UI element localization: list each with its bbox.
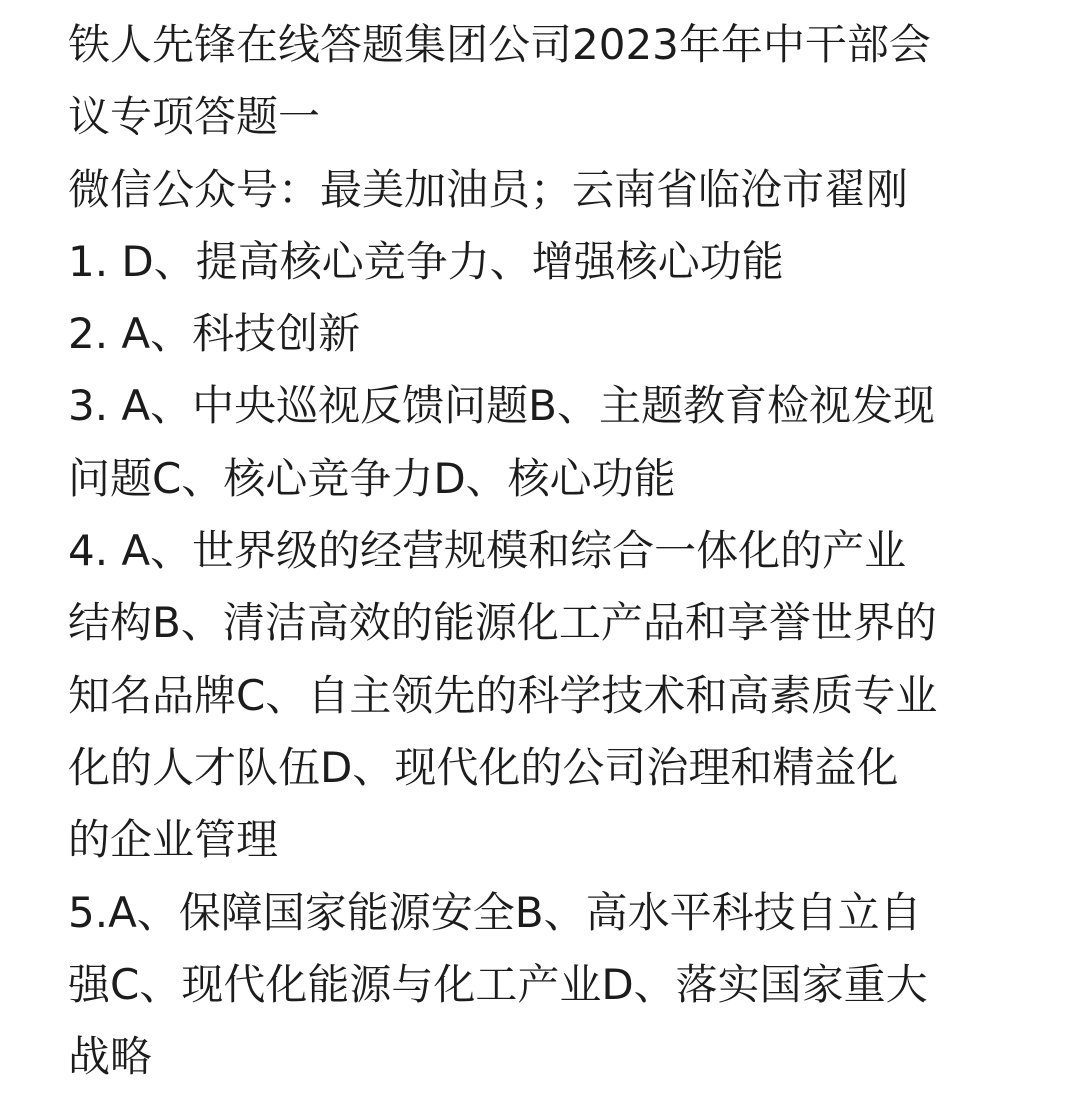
answer-4-line-3: 知名品牌C、自主领先的科学技术和高素质专业 [68,670,938,720]
answer-4-line-2: 结构B、清洁高效的能源化工产品和享誉世界的 [68,598,937,648]
answer-2: 2. A、科技创新 [68,309,361,359]
answer-3-line-1: 3. A、中央巡视反馈问题B、主题教育检视发现 [68,381,935,431]
answer-4-line-4: 化的人才队伍D、现代化的公司治理和精益化 [68,742,899,792]
source-line: 微信公众号：最美加油员；云南省临沧市翟刚 [68,164,909,214]
answer-4-line-1: 4. A、世界级的经营规模和综合一体化的产业 [68,526,907,576]
answer-5-line-1: 5.A、保障国家能源安全B、高水平科技自立自 [68,887,922,937]
answer-3-line-2: 问题C、核心竞争力D、核心功能 [68,453,676,503]
title-line-1: 铁人先锋在线答题集团公司2023年年中干部会 [68,20,931,69]
title-line-2: 议专项答题一 [68,92,321,142]
answer-5-line-2: 强C、现代化能源与化工产业D、落实国家重大 [68,959,928,1009]
answer-1: 1. D、提高核心竞争力、增强核心功能 [68,236,784,286]
answer-4-line-5: 的企业管理 [68,815,279,865]
answer-5-line-3: 战略 [68,1032,153,1082]
document-body [68,12,1048,1096]
